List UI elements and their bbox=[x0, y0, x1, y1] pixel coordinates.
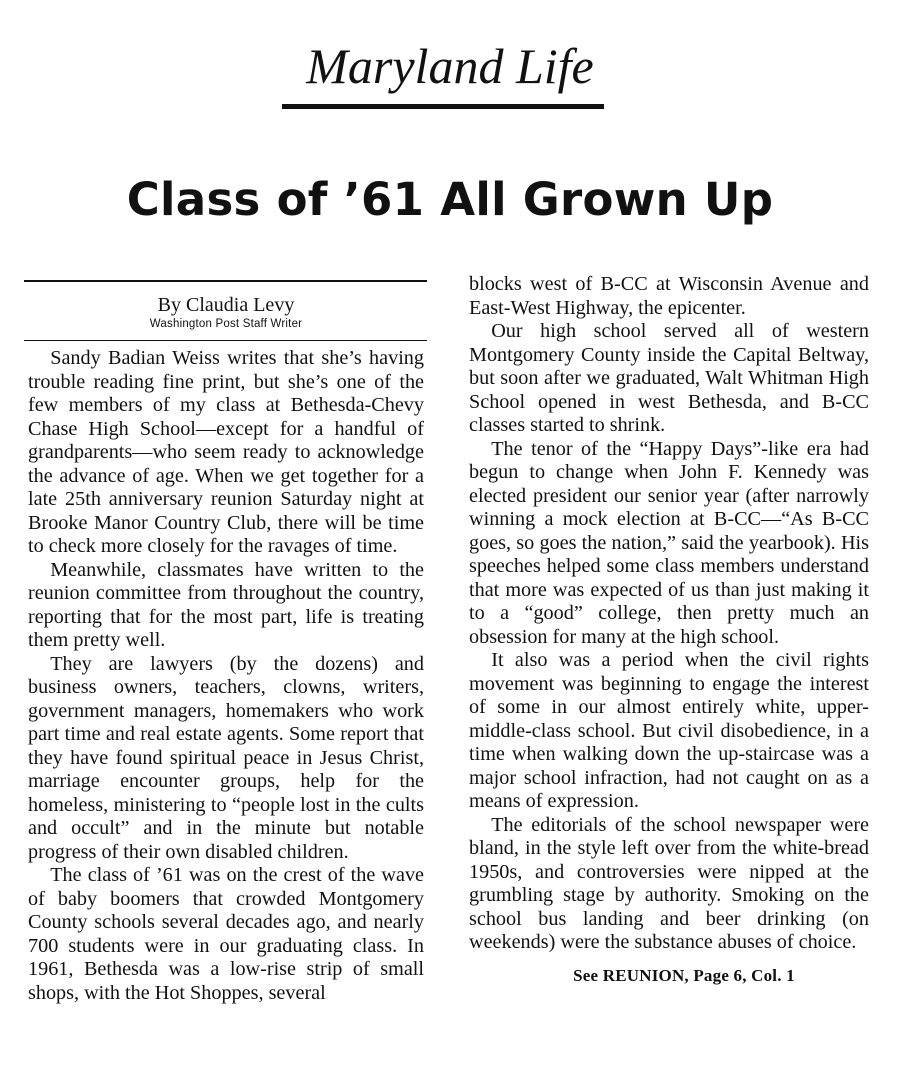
article-paragraph-continued: blocks west of B-CC at Wisconsin Avenue and East-West Highway, the epicenter. bbox=[469, 273, 869, 319]
article-paragraph: It also was a period when the civil rights movement was beginning to engage the interest of some in our almost entirely white, upper-middle-class school. But civil disobedience, in a time when walking down the up-staircase was a major school infraction, had not caught on as a means of expression. bbox=[469, 649, 869, 812]
byline-bottom-rule bbox=[24, 340, 427, 342]
section-title: Maryland Life bbox=[306, 38, 594, 94]
article-paragraph: Our high school served all of western Montgomery County inside the Capital Beltway, but soon after we graduated, Walt Whitman High School opened in west Bethesda, and B-CC classes started to shrink. bbox=[469, 320, 869, 436]
section-rule bbox=[282, 104, 604, 109]
byline-top-rule bbox=[24, 280, 427, 282]
article-paragraph: They are lawyers (by the dozens) and business owners, teachers, clowns, writers, government managers, homemakers who work part time and real estate agents. Some report that they have found spiritual peace in Jesus Christ, marriage encounter groups, help for the homeless, ministering to “people lost in the cults and occult” and in the minute but notable progress of their own disabled children. bbox=[28, 652, 424, 863]
article-paragraph: The class of ’61 was on the crest of the wave of baby boomers that crowded Montgomery County schools several decades ago, and nearly 700 students were in our graduating class. In 1961, Bethesda was a low-rise strip of small shops, with the Hot Shoppes, several bbox=[28, 864, 424, 1004]
left-column bbox=[28, 276, 424, 1005]
article-headline: Class of ’61 All Grown Up bbox=[126, 173, 774, 226]
right-column bbox=[469, 273, 869, 987]
jump-line: See REUNION, Page 6, Col. 1 bbox=[573, 965, 795, 985]
article-paragraph: The editorials of the school newspaper were bland, in the style left over from the white-bread 1950s, and controversies were nipped at the grumbling stage by authority. Smoking on the school bus landing and beer drinking (on weekends) were the substance abuses of choice. bbox=[469, 813, 869, 953]
byline: By Claudia Levy bbox=[157, 293, 295, 316]
article-paragraph: Meanwhile, classmates have written to the reunion committee from throughout the country, reporting that for the most part, life is treating them pretty well. bbox=[28, 558, 424, 651]
article-paragraph: The tenor of the “Happy Days”-like era had begun to change when John F. Kennedy was elected president our senior year (after narrowly winning a mock election at B-CC—“As B-CC goes, so goes the nation,” said the yearbook). His speeches helped some class members understand that more was expected of us than just making it to a “good” college, then pretty much an obsession for many at the high school. bbox=[469, 437, 869, 648]
article-paragraph: Sandy Badian Weiss writes that she’s having trouble reading fine print, but she’s one of the few members of my class at Bethesda-Chevy Chase High School—except for a handful of grandparents—who seem ready to acknowledge the advance of age. When we get together for a late 25th anniversary reunion Saturday night at Brooke Manor Country Club, there will be time to check more closely for the ravages of time. bbox=[28, 347, 424, 557]
byline-credit: Washington Post Staff Writer bbox=[149, 317, 303, 330]
